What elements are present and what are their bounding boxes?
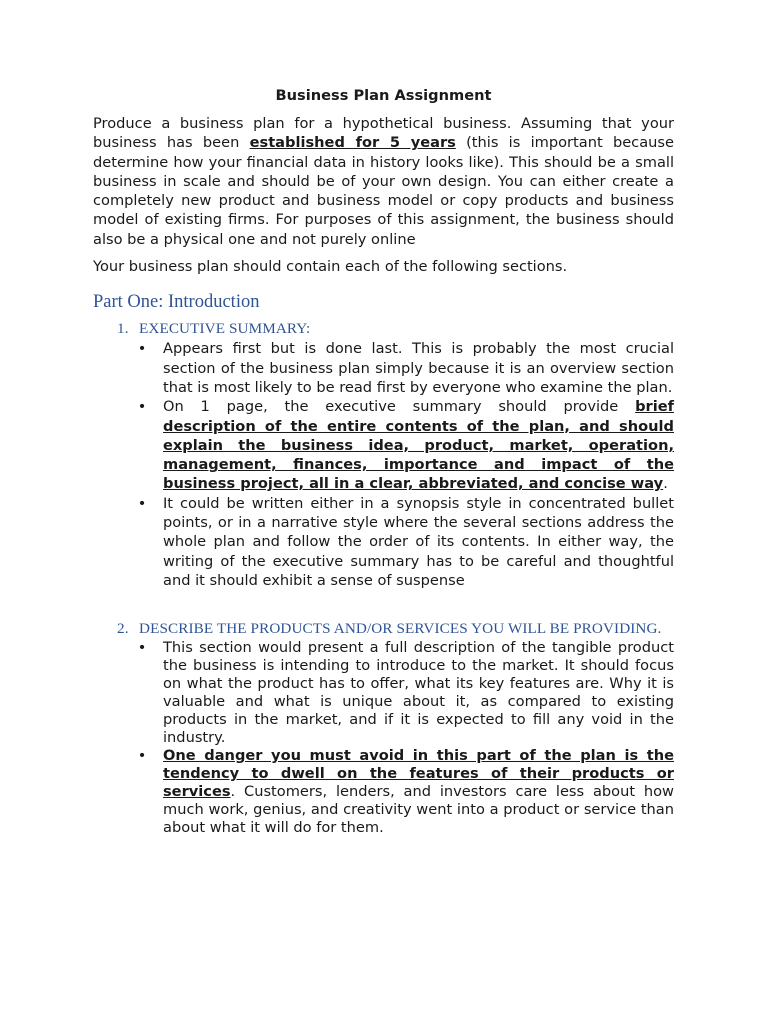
intro-paragraph [93, 114, 674, 249]
bullet-text: Appears first but is done last. This is probably the most crucial section of the business plan simply because it is an overview section that is most likely to be read first by everyone who examine the plan. [163, 340, 674, 396]
section-title: EXECUTIVE SUMMARY: [139, 320, 311, 338]
section-heading [93, 618, 674, 639]
section-executive-summary [93, 318, 674, 590]
list-item [137, 639, 674, 747]
section-products-services [93, 618, 674, 837]
intro-emphasis: established for 5 years [249, 134, 456, 152]
section-heading [93, 318, 674, 339]
bullet-emphasis: brief description of the entire contents of the plan, and should explain the business idea, product, market, operation, management, finances, importance and impact of the business project, all in a clear, abbreviated, and concise way [163, 398, 674, 493]
bullet-list [93, 339, 674, 590]
document-title: Business Plan Assignment [275, 87, 492, 104]
section-number: 2. [117, 620, 129, 638]
list-item [137, 747, 674, 837]
bullet-text-after: . [663, 475, 668, 493]
section-number: 1. [117, 320, 129, 338]
list-item [137, 494, 674, 590]
section-title: DESCRIBE THE PRODUCTS AND/OR SERVICES YOU WILL BE PROVIDING. [139, 620, 662, 638]
part-one-heading: Part One: Introduction [93, 292, 260, 313]
sections-note: Your business plan should contain each of the following sections. [93, 258, 568, 276]
bullet-text-before: On 1 page, the executive summary should provide [163, 398, 636, 416]
bullet-emphasis: One danger you must avoid in this part of the plan is the tendency to dwell on the features of their products or services [163, 747, 674, 801]
bullet-icon: • [137, 340, 147, 358]
bullet-icon: • [137, 639, 147, 657]
bullet-icon: • [137, 398, 147, 416]
bullet-text-after: . Customers, lenders, and investors care less about how much work, genius, and creativity went into a product or service than about what it will do for them. [163, 783, 674, 837]
intro-text-after: (this is important because determine how your financial data in history looks like). This should be a small business in scale and should be of your own design. You can either create a completely new product and business model or copy products and business model of existing firms. For purposes of this assignment, the business should also be a physical one and not purely online [93, 134, 674, 248]
bullet-icon: • [137, 747, 147, 765]
list-item [137, 339, 674, 397]
bullet-icon: • [137, 494, 147, 512]
bullet-text: This section would present a full description of the tangible product the business is intending to introduce to the market. It should focus on what the product has to offer, what its key features are. Why it is valuable and what is unique about it, as compared to existing products in the market, and if it is expected to fill any void in the industry. [163, 639, 674, 747]
bullet-list [93, 639, 674, 837]
list-item [137, 397, 674, 493]
bullet-text: It could be written either in a synopsis style in concentrated bullet points, or in a narrative style where the several sections address the whole plan and follow the order of its contents. In either way, the writing of the executive summary has to be careful and thoughtful and it should exhibit a sense of suspense [163, 494, 674, 589]
intro-text-before: Produce a business plan for a hypothetical business. Assuming that your business has been [93, 115, 674, 152]
